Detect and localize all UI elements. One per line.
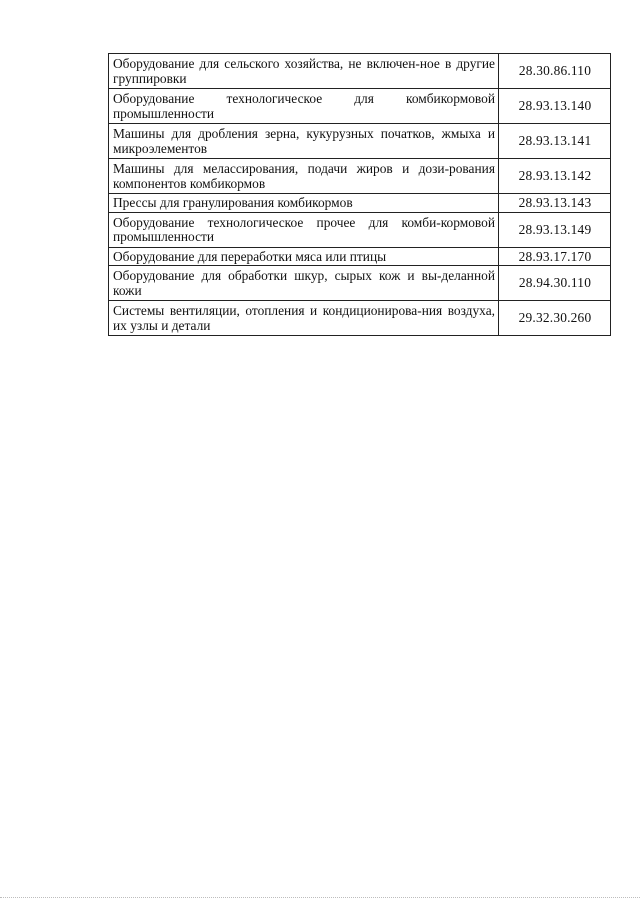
okpd-code-cell: 28.93.13.149: [499, 212, 611, 247]
equipment-name-cell: Машины для мелассирования, подачи жиров и дози-рования компонентов комбикормов: [109, 159, 499, 194]
equipment-name-cell: Оборудование технологическое прочее для комби-кормовой промышленности: [109, 212, 499, 247]
okpd-code-cell: 28.30.86.110: [499, 54, 611, 89]
okpd-code-cell: 28.93.13.143: [499, 194, 611, 213]
table-row: [109, 89, 611, 124]
okpd-code-cell: 29.32.30.260: [499, 301, 611, 336]
equipment-name-cell: Оборудование для переработки мяса или птицы: [109, 247, 499, 266]
equipment-name-cell: Оборудование для обработки шкур, сырых кож и вы-деланной кожи: [109, 266, 499, 301]
okpd-code-cell: 28.93.13.140: [499, 89, 611, 124]
okpd-code-cell: 28.93.13.141: [499, 124, 611, 159]
equipment-name-cell: Системы вентиляции, отопления и кондиционирова-ния воздуха, их узлы и детали: [109, 301, 499, 336]
equipment-codes-table: [108, 53, 611, 336]
scan-edge-divider: [0, 897, 640, 898]
table-row: [109, 266, 611, 301]
table-row: [109, 247, 611, 266]
okpd-code-cell: 28.93.17.170: [499, 247, 611, 266]
equipment-name-cell: Оборудование для сельского хозяйства, не включен-ное в другие группировки: [109, 54, 499, 89]
table-row: [109, 212, 611, 247]
table-row: [109, 194, 611, 213]
table-row: [109, 124, 611, 159]
table-row: [109, 54, 611, 89]
table-row: [109, 159, 611, 194]
equipment-name-cell: Машины для дробления зерна, кукурузных початков, жмыха и микроэлементов: [109, 124, 499, 159]
table-row: [109, 301, 611, 336]
okpd-code-cell: 28.94.30.110: [499, 266, 611, 301]
okpd-code-cell: 28.93.13.142: [499, 159, 611, 194]
equipment-name-cell: Оборудование технологическое для комбикормовой промышленности: [109, 89, 499, 124]
equipment-name-cell: Прессы для гранулирования комбикормов: [109, 194, 499, 213]
